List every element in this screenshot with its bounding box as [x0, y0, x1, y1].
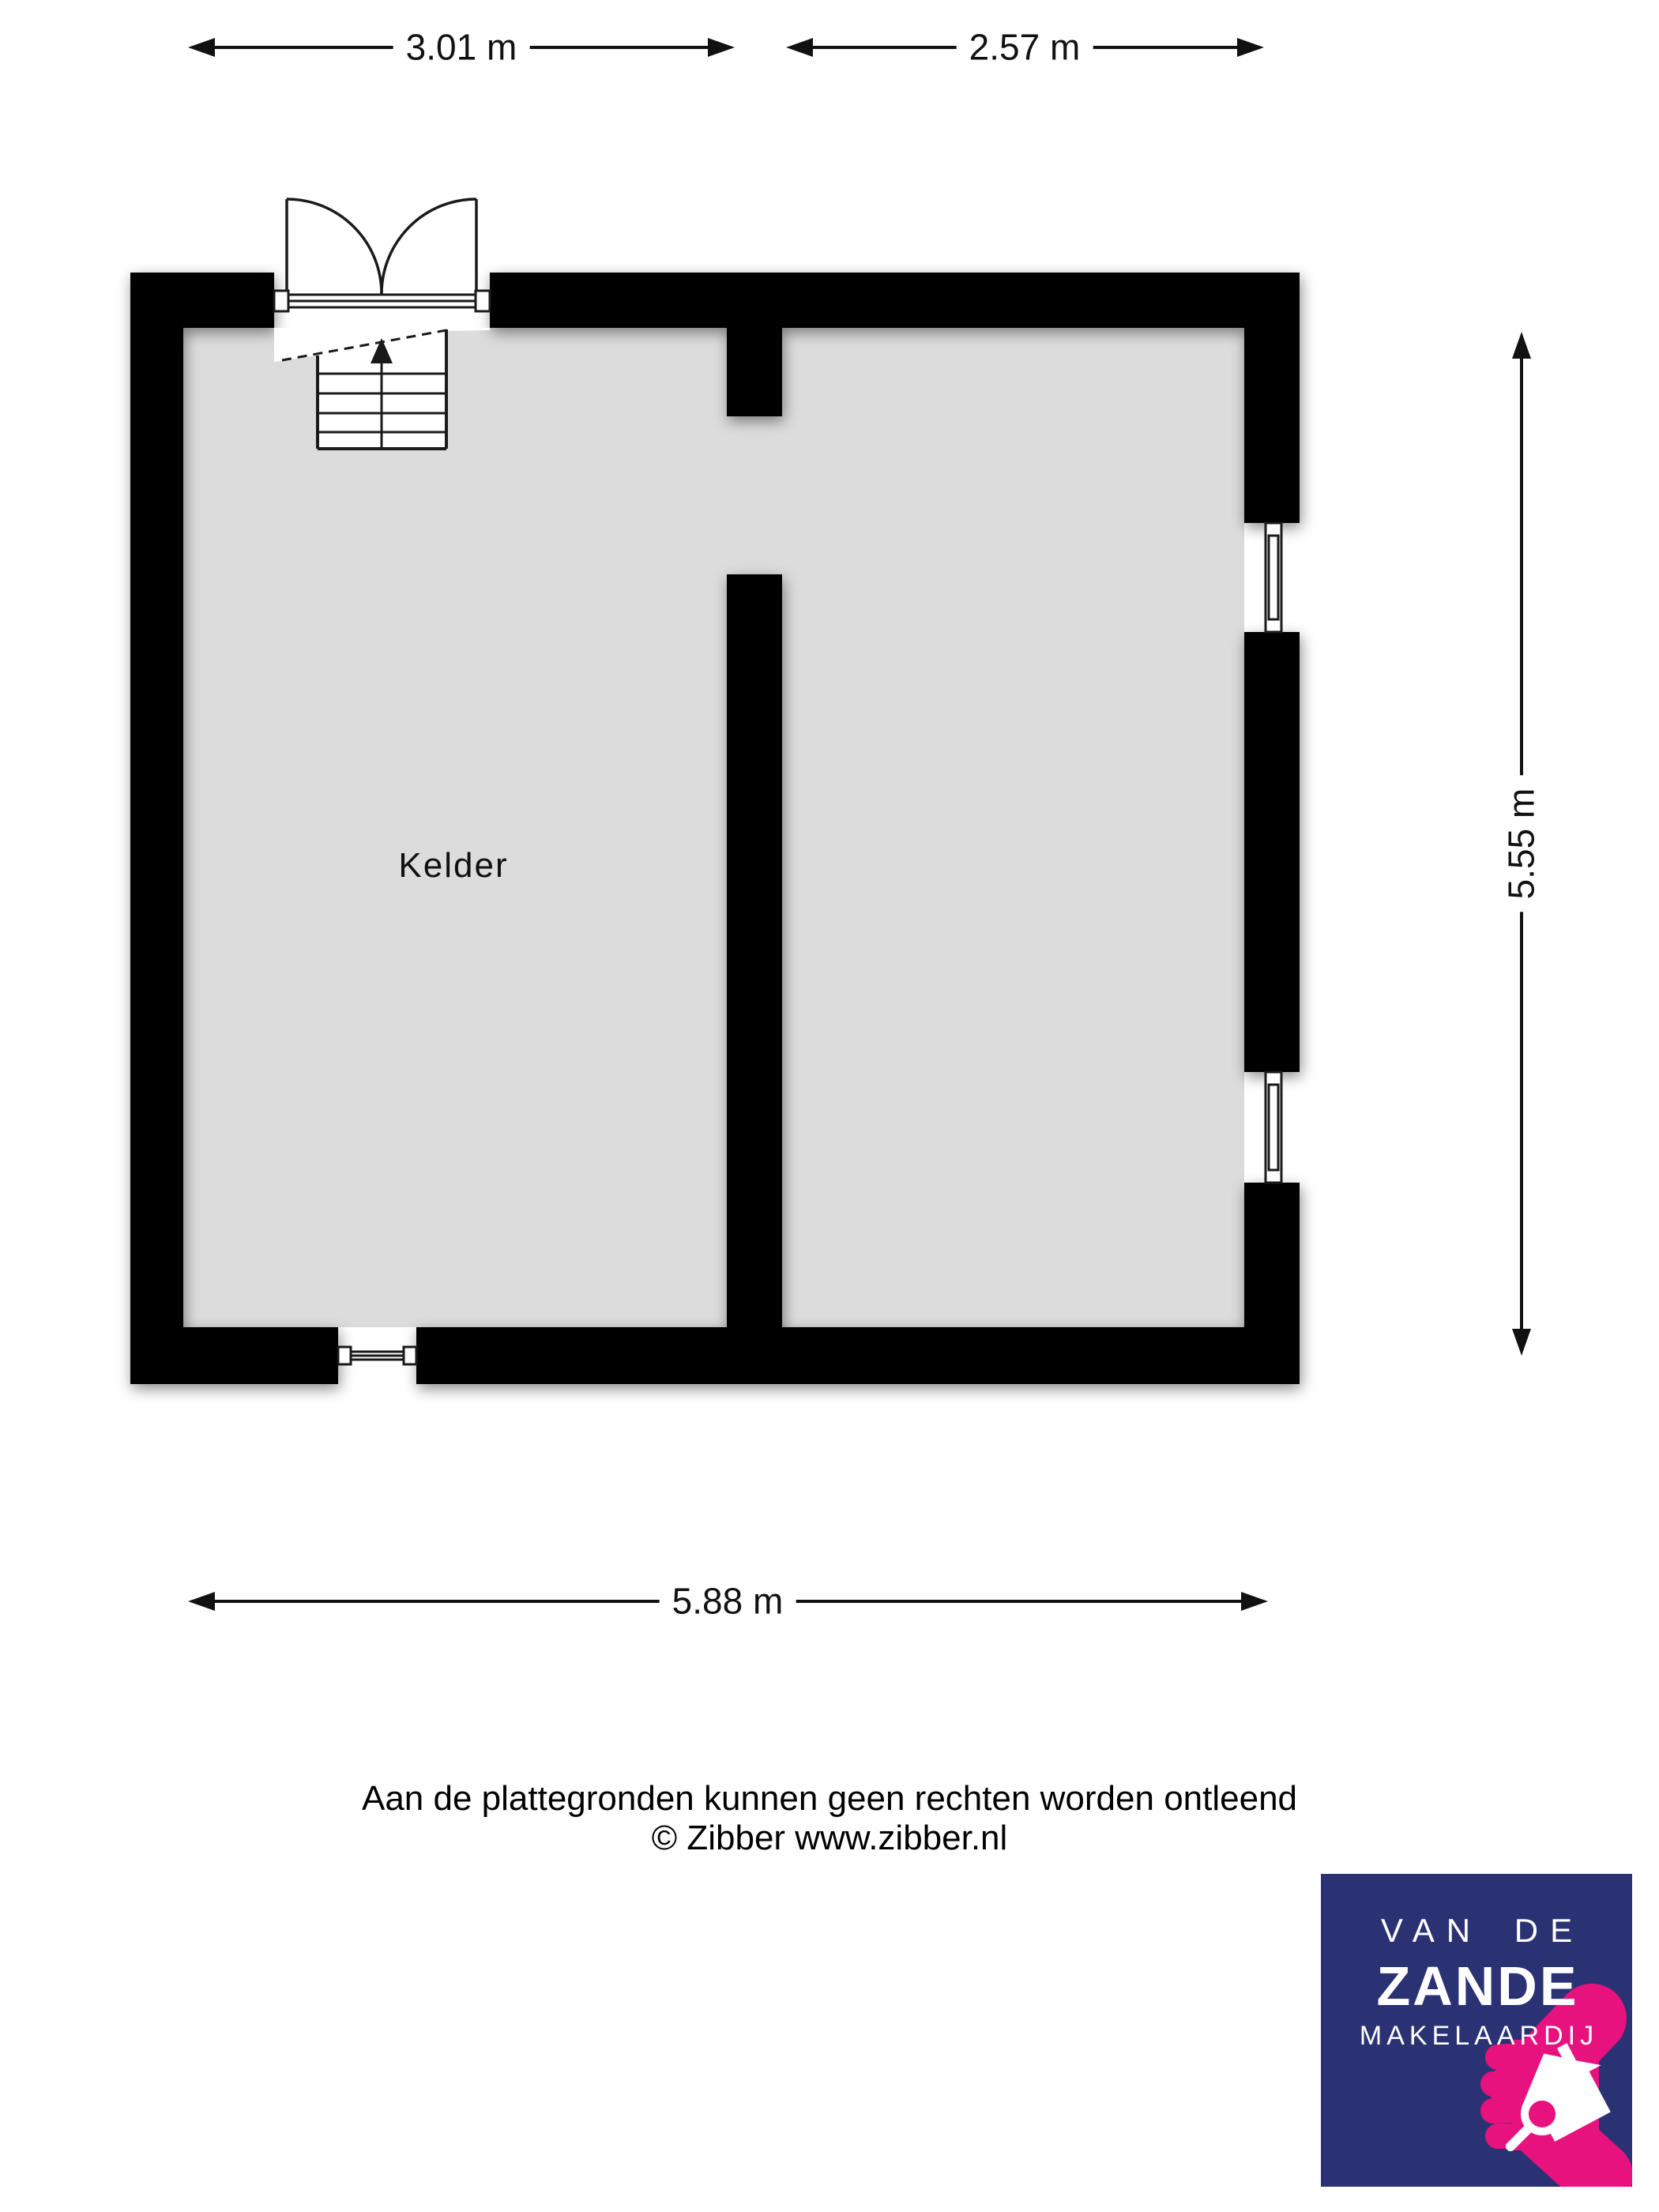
wall-interior [727, 574, 782, 1327]
room-label-kelder: Kelder [398, 846, 509, 885]
wall-interior-stub [727, 328, 782, 416]
arrowhead-right-icon [1237, 38, 1264, 57]
disclaimer-line-2: © Zibber www.zibber.nl [651, 1819, 1008, 1857]
dimension-label-right: 5.55 m [1502, 776, 1542, 912]
window-bottom [338, 1347, 416, 1364]
arrowhead-right-icon [1241, 1592, 1268, 1611]
wall-left [130, 328, 183, 1384]
logo-line-makelaardij: MAKELAARDIJ [1359, 2021, 1599, 2051]
dimension-label-top-left: 3.01 m [393, 28, 530, 68]
wall-top-left-segment [130, 273, 274, 328]
window-right-upper [1266, 523, 1281, 632]
arrowhead-right-icon [708, 38, 735, 57]
entrance-door [274, 199, 490, 311]
wall-top-right-segment [490, 273, 1300, 328]
wall-bottom-right-segment [416, 1327, 1300, 1384]
window-right-lower [1266, 1072, 1281, 1183]
disclaimer-line-1: Aan de plattegronden kunnen geen rechten worden ontleend [361, 1779, 1298, 1818]
wall-right-segment-1 [1244, 328, 1300, 523]
door-jamb-right [476, 291, 490, 311]
door-jamb-left [274, 291, 288, 311]
arrowhead-left-icon [188, 38, 215, 57]
dimension-label-bottom: 5.88 m [660, 1582, 796, 1622]
door-swing-arc-right [382, 199, 476, 294]
wall-bottom-left-segment [130, 1327, 338, 1384]
door-swing-arc-left [287, 199, 382, 294]
logo-line-zande: ZANDE [1376, 1955, 1579, 2017]
arrowhead-up-icon [1512, 332, 1531, 359]
dimension-label-top-right: 2.57 m [957, 28, 1093, 68]
logo-line-van-de: VAN DE [1380, 1912, 1585, 1949]
arrowhead-left-icon [188, 1592, 215, 1611]
arrowhead-down-icon [1512, 1329, 1531, 1356]
logo-text [1321, 1912, 1632, 2052]
agency-logo [1321, 1874, 1632, 2187]
disclaimer [0, 1779, 1659, 1858]
floor-area [183, 328, 1244, 1327]
wall-right-segment-2 [1244, 632, 1300, 1072]
arrowhead-left-icon [786, 38, 813, 57]
